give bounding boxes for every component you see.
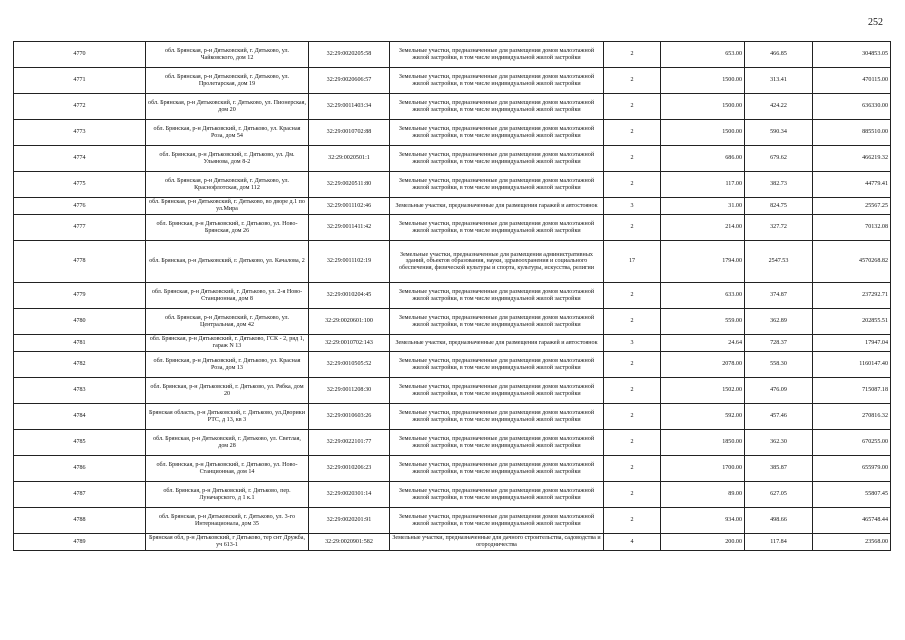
area-cell: 1500.00 [661, 120, 745, 146]
address-cell: обл. Брянская, р-н Дятьковский, г. Дятьково, ул. Дм. Ульянова, дом 8-2 [146, 146, 309, 172]
area-cell: 1794.00 [661, 241, 745, 283]
cadastral-number-cell: 32:29:0011102:46 [309, 198, 390, 215]
address-cell: обл. Брянская, р-н Дятьковский, г. Дятьково, во дворе д.1 по ул.Мира [146, 198, 309, 215]
address-cell: обл. Брянская, р-н Дятьковский, г. Дятьково, ул. Красная Роза, дом 13 [146, 352, 309, 378]
row-number: 4779 [14, 283, 146, 309]
address-cell: Брянская обл, р-н Дятьковский, г Дятьково, тер снт Дружба, уч 613-1 [146, 534, 309, 551]
land-use-cell: Земельные участки, предназначенные для размещения домов малоэтажной жилой застройки, в том числе индивидуальной жилой застройки [390, 352, 604, 378]
cadastral-number-cell: 32:29:0010206:23 [309, 456, 390, 482]
cadastral-value-cell: 17947.04 [813, 335, 891, 352]
table-row [14, 309, 891, 335]
address-cell: обл. Брянская, р-н Дятьковский, г. Дятьково, ул. 2-я Ново-Станционная, дом 8 [146, 283, 309, 309]
land-use-cell: Земельные участки, предназначенные для размещения административных зданий, объектов образования, науки, здравоохранения и социального обеспечения, физической культуры и спорта, культуры, искусства, религии [390, 241, 604, 283]
specific-value-cell: 728.37 [745, 335, 813, 352]
cadastral-number-cell: 32:29:0010603:26 [309, 404, 390, 430]
land-use-cell: Земельные участки, предназначенные для размещения гаражей и автостоянок [390, 198, 604, 215]
cadastral-value-cell: 44779.41 [813, 172, 891, 198]
table-row [14, 146, 891, 172]
category-cell: 2 [604, 309, 661, 335]
cadastral-number-cell: 32:29:0020301:14 [309, 482, 390, 508]
cadastral-number-cell: 32:29:0020901:582 [309, 534, 390, 551]
specific-value-cell: 362.30 [745, 430, 813, 456]
cadastral-number-cell: 32:29:0020201:91 [309, 508, 390, 534]
cadastral-number-cell: 32:29:0010505:52 [309, 352, 390, 378]
address-cell: обл. Брянская, р-н Дятьковский, г. Дятьково, пер. Луначарского, д 1 к.1 [146, 482, 309, 508]
row-number: 4770 [14, 42, 146, 68]
category-cell: 3 [604, 335, 661, 352]
table-row [14, 68, 891, 94]
specific-value-cell: 476.09 [745, 378, 813, 404]
page-number: 252 [868, 17, 883, 28]
cadastral-number-cell: 32:29:0011411:42 [309, 215, 390, 241]
category-cell: 2 [604, 215, 661, 241]
area-cell: 1700.00 [661, 456, 745, 482]
area-cell: 592.00 [661, 404, 745, 430]
cadastral-value-cell: 655979.00 [813, 456, 891, 482]
address-cell: обл. Брянская, р-н Дятьковский, г. Дятьково, ул. 3-го Интернационала, дом 35 [146, 508, 309, 534]
category-cell: 2 [604, 120, 661, 146]
cadastral-number-cell: 32:29:0010702:143 [309, 335, 390, 352]
table-row [14, 215, 891, 241]
category-cell: 2 [604, 508, 661, 534]
cadastral-value-cell: 55807.45 [813, 482, 891, 508]
row-number: 4784 [14, 404, 146, 430]
area-cell: 24.64 [661, 335, 745, 352]
table-row [14, 198, 891, 215]
land-use-cell: Земельные участки, предназначенные для размещения гаражей и автостоянок [390, 335, 604, 352]
category-cell: 2 [604, 482, 661, 508]
cadastral-number-cell: 32:29:0011208:30 [309, 378, 390, 404]
row-number: 4786 [14, 456, 146, 482]
address-cell: обл. Брянская, р-н Дятьковский, г. Дятьково, ул. Чайковского, дом 12 [146, 42, 309, 68]
address-cell: обл. Брянская, р-н Дятьковский, г. Дятьково, ул. Пролетарская, дом 19 [146, 68, 309, 94]
address-cell: обл. Брянская, р-н Дятьковский, г. Дятьково, ул. Центральная, дом 42 [146, 309, 309, 335]
table-row [14, 508, 891, 534]
land-use-cell: Земельные участки, предназначенные для размещения домов малоэтажной жилой застройки, в том числе индивидуальной жилой застройки [390, 283, 604, 309]
land-use-cell: Земельные участки, предназначенные для размещения домов малоэтажной жилой застройки, в том числе индивидуальной жилой застройки [390, 482, 604, 508]
area-cell: 1500.00 [661, 68, 745, 94]
area-cell: 934.00 [661, 508, 745, 534]
category-cell: 2 [604, 456, 661, 482]
address-cell: обл. Брянская, р-н Дятьковский, г. Дятьково, ул. Пионерская, дом 20 [146, 94, 309, 120]
area-cell: 89.00 [661, 482, 745, 508]
specific-value-cell: 424.22 [745, 94, 813, 120]
address-cell: обл. Брянская, р-н Дятьковский, г. Дятьково, ул. Качалова, 2 [146, 241, 309, 283]
cadastral-value-cell: 465748.44 [813, 508, 891, 534]
table-row [14, 172, 891, 198]
address-cell: обл. Брянская, р-н Дятьковский, г. Дятьково, ул. Светлая, дом 28 [146, 430, 309, 456]
row-number: 4772 [14, 94, 146, 120]
area-cell: 686.00 [661, 146, 745, 172]
category-cell: 2 [604, 42, 661, 68]
category-cell: 17 [604, 241, 661, 283]
area-cell: 653.00 [661, 42, 745, 68]
specific-value-cell: 362.89 [745, 309, 813, 335]
row-number: 4777 [14, 215, 146, 241]
category-cell: 3 [604, 198, 661, 215]
category-cell: 2 [604, 378, 661, 404]
cadastral-value-cell: 715087.18 [813, 378, 891, 404]
specific-value-cell: 374.87 [745, 283, 813, 309]
area-cell: 2078.00 [661, 352, 745, 378]
land-use-cell: Земельные участки, предназначенные для дачного строительства, садоводства и огородничества [390, 534, 604, 551]
cadastral-number-cell: 32:29:0020606:57 [309, 68, 390, 94]
area-cell: 214.00 [661, 215, 745, 241]
land-use-cell: Земельные участки, предназначенные для размещения домов малоэтажной жилой застройки, в том числе индивидуальной жилой застройки [390, 146, 604, 172]
specific-value-cell: 590.34 [745, 120, 813, 146]
row-number: 4785 [14, 430, 146, 456]
area-cell: 31.00 [661, 198, 745, 215]
cadastral-value-cell: 1160147.40 [813, 352, 891, 378]
cadastral-value-cell: 304853.05 [813, 42, 891, 68]
table-body [14, 42, 891, 551]
land-use-cell: Земельные участки, предназначенные для размещения домов малоэтажной жилой застройки, в том числе индивидуальной жилой застройки [390, 94, 604, 120]
specific-value-cell: 679.62 [745, 146, 813, 172]
address-cell: обл. Брянская, р-н Дятьковский, г. Дятьково, ул. Ново-Станционная, дом 14 [146, 456, 309, 482]
row-number: 4776 [14, 198, 146, 215]
category-cell: 4 [604, 534, 661, 551]
land-cadastral-table [13, 41, 891, 551]
specific-value-cell: 117.84 [745, 534, 813, 551]
row-number: 4775 [14, 172, 146, 198]
cadastral-number-cell: 32:29:0020205:58 [309, 42, 390, 68]
cadastral-number-cell: 32:29:0011403:34 [309, 94, 390, 120]
area-cell: 1850.00 [661, 430, 745, 456]
table-row [14, 120, 891, 146]
land-use-cell: Земельные участки, предназначенные для размещения домов малоэтажной жилой застройки, в том числе индивидуальной жилой застройки [390, 456, 604, 482]
specific-value-cell: 2547.53 [745, 241, 813, 283]
row-number: 4789 [14, 534, 146, 551]
table-row [14, 378, 891, 404]
cadastral-number-cell: 32:29:0020601:100 [309, 309, 390, 335]
row-number: 4778 [14, 241, 146, 283]
row-number: 4781 [14, 335, 146, 352]
table-row [14, 482, 891, 508]
row-number: 4771 [14, 68, 146, 94]
cadastral-number-cell: 32:29:0010702:88 [309, 120, 390, 146]
area-cell: 200.00 [661, 534, 745, 551]
specific-value-cell: 457.46 [745, 404, 813, 430]
table-row [14, 94, 891, 120]
cadastral-number-cell: 32:29:0011102:19 [309, 241, 390, 283]
area-cell: 1500.00 [661, 94, 745, 120]
area-cell: 633.00 [661, 283, 745, 309]
category-cell: 2 [604, 404, 661, 430]
specific-value-cell: 382.73 [745, 172, 813, 198]
cadastral-value-cell: 25567.25 [813, 198, 891, 215]
cadastral-value-cell: 670255.00 [813, 430, 891, 456]
land-use-cell: Земельные участки, предназначенные для размещения домов малоэтажной жилой застройки, в том числе индивидуальной жилой застройки [390, 430, 604, 456]
address-cell: обл. Брянская, р-н Дятьковский, г. Дятьково, ул. Рябка, дом 20 [146, 378, 309, 404]
cadastral-value-cell: 466219.32 [813, 146, 891, 172]
row-number: 4787 [14, 482, 146, 508]
cadastral-value-cell: 470115.00 [813, 68, 891, 94]
cadastral-value-cell: 202855.51 [813, 309, 891, 335]
cadastral-number-cell: 32:29:0020511:80 [309, 172, 390, 198]
specific-value-cell: 313.41 [745, 68, 813, 94]
category-cell: 2 [604, 94, 661, 120]
land-use-cell: Земельные участки, предназначенные для размещения домов малоэтажной жилой застройки, в том числе индивидуальной жилой застройки [390, 120, 604, 146]
area-cell: 117.00 [661, 172, 745, 198]
row-number: 4783 [14, 378, 146, 404]
category-cell: 2 [604, 146, 661, 172]
address-cell: Брянская область, р-н Дятьковский, г. Дятьково, ул.Дворики РТС, д 13, кв 3 [146, 404, 309, 430]
area-cell: 559.00 [661, 309, 745, 335]
land-use-cell: Земельные участки, предназначенные для размещения домов малоэтажной жилой застройки, в том числе индивидуальной жилой застройки [390, 309, 604, 335]
land-use-cell: Земельные участки, предназначенные для размещения домов малоэтажной жилой застройки, в том числе индивидуальной жилой застройки [390, 42, 604, 68]
cadastral-value-cell: 636330.00 [813, 94, 891, 120]
category-cell: 2 [604, 68, 661, 94]
cadastral-value-cell: 885510.00 [813, 120, 891, 146]
address-cell: обл. Брянская, р-н Дятьковский, г. Дятьково, ГСК - 2, ряд 1, гараж N 13 [146, 335, 309, 352]
land-use-cell: Земельные участки, предназначенные для размещения домов малоэтажной жилой застройки, в том числе индивидуальной жилой застройки [390, 68, 604, 94]
cadastral-number-cell: 32:29:0022101:77 [309, 430, 390, 456]
specific-value-cell: 327.72 [745, 215, 813, 241]
category-cell: 2 [604, 352, 661, 378]
specific-value-cell: 824.75 [745, 198, 813, 215]
specific-value-cell: 627.05 [745, 482, 813, 508]
category-cell: 2 [604, 172, 661, 198]
cadastral-value-cell: 4570268.82 [813, 241, 891, 283]
specific-value-cell: 385.87 [745, 456, 813, 482]
row-number: 4782 [14, 352, 146, 378]
cadastral-value-cell: 237292.71 [813, 283, 891, 309]
row-number: 4773 [14, 120, 146, 146]
land-use-cell: Земельные участки, предназначенные для размещения домов малоэтажной жилой застройки, в том числе индивидуальной жилой застройки [390, 172, 604, 198]
row-number: 4780 [14, 309, 146, 335]
table-row [14, 42, 891, 68]
table-row [14, 352, 891, 378]
table-row [14, 404, 891, 430]
specific-value-cell: 558.30 [745, 352, 813, 378]
table-row [14, 241, 891, 283]
table-row [14, 534, 891, 551]
address-cell: обл. Брянская, р-н Дятьковский, г. Дятьково, ул. Ново-Брянская, дом 26 [146, 215, 309, 241]
table-row [14, 430, 891, 456]
cadastral-number-cell: 32:29:0020501:1 [309, 146, 390, 172]
row-number: 4788 [14, 508, 146, 534]
specific-value-cell: 498.66 [745, 508, 813, 534]
cadastral-value-cell: 70132.08 [813, 215, 891, 241]
land-use-cell: Земельные участки, предназначенные для размещения домов малоэтажной жилой застройки, в том числе индивидуальной жилой застройки [390, 378, 604, 404]
land-use-cell: Земельные участки, предназначенные для размещения домов малоэтажной жилой застройки, в том числе индивидуальной жилой застройки [390, 215, 604, 241]
specific-value-cell: 466.85 [745, 42, 813, 68]
address-cell: обл. Брянская, р-н Дятьковский, г. Дятьково, ул. Красная Роза, дом 54 [146, 120, 309, 146]
table-row [14, 283, 891, 309]
table-row [14, 456, 891, 482]
table-row [14, 335, 891, 352]
category-cell: 2 [604, 430, 661, 456]
cadastral-value-cell: 23568.00 [813, 534, 891, 551]
cadastral-value-cell: 270816.32 [813, 404, 891, 430]
land-use-cell: Земельные участки, предназначенные для размещения домов малоэтажной жилой застройки, в том числе индивидуальной жилой застройки [390, 404, 604, 430]
category-cell: 2 [604, 283, 661, 309]
area-cell: 1502.00 [661, 378, 745, 404]
address-cell: обл. Брянская, р-н Дятьковский, г. Дятьково, ул. Краснофлотская, дом 112 [146, 172, 309, 198]
cadastral-number-cell: 32:29:0010204:45 [309, 283, 390, 309]
row-number: 4774 [14, 146, 146, 172]
land-use-cell: Земельные участки, предназначенные для размещения домов малоэтажной жилой застройки, в том числе индивидуальной жилой застройки [390, 508, 604, 534]
